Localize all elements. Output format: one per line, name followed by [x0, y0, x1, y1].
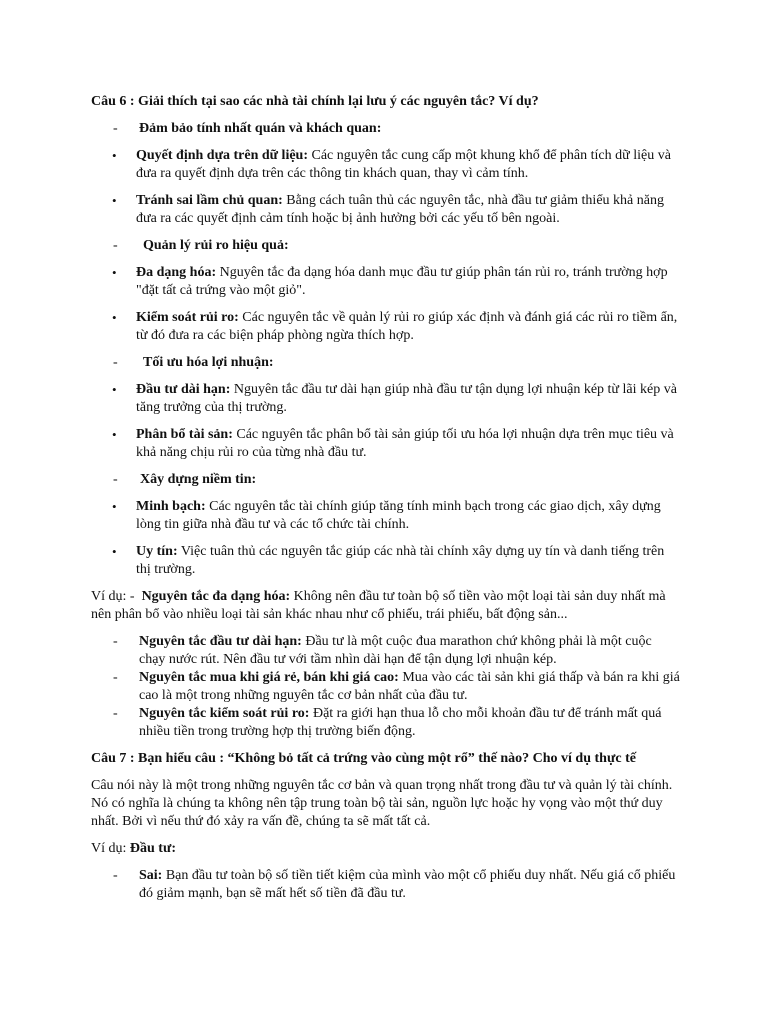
- item-text: Đặt ra giới hạn thua lỗ cho mỗi khoản đầu tư để tránh mất quá nhiều tiền trong trường hợp thị trường biến động.: [139, 706, 662, 739]
- item-term: Nguyên tắc kiểm soát rủi ro:: [139, 706, 310, 721]
- bullet-marker: •: [112, 382, 117, 397]
- dash-marker: -: [113, 472, 118, 487]
- example-term: Nguyên tắc đa dạng hóa:: [141, 589, 291, 604]
- item-text: Bạn đầu tư toàn bộ số tiền tiết kiệm của mình vào một cổ phiếu duy nhất. Nếu giá cổ phiếu đó giảm mạnh, bạn sẽ mất hết số tiền đã đầu tư.: [139, 868, 676, 901]
- list-item: [91, 264, 681, 300]
- item-text: Các nguyên tắc phân bổ tài sản giúp tối ưu hóa lợi nhuận dựa trên mục tiêu và khả năng chịu rủi ro của từng nhà đầu tư.: [136, 427, 674, 460]
- item-term: Kiểm soát rủi ro:: [136, 310, 239, 325]
- question-6-title: Câu 6 : Giải thích tại sao các nhà tài chính lại lưu ý các nguyên tắc? Ví dụ?: [91, 94, 539, 109]
- item-term: Đầu tư dài hạn:: [136, 382, 231, 397]
- item-term: Minh bạch:: [136, 499, 206, 514]
- example-text: Không nên đầu tư toàn bộ số tiền vào một loại tài sản duy nhất mà nên phân bổ vào nhiều loại tài sản khác nhau như cổ phiếu, trái phiếu, bất động sản...: [91, 589, 666, 622]
- list-item: [91, 381, 681, 417]
- item-text: Các nguyên tắc tài chính giúp tăng tính minh bạch trong các giao dịch, xây dựng lòng tin giữa nhà đầu tư và các tổ chức tài chính.: [136, 499, 661, 532]
- dash-marker: -: [113, 868, 118, 883]
- bullet-marker: •: [112, 499, 117, 514]
- section-heading-text: Tối ưu hóa lợi nhuận:: [143, 355, 274, 370]
- dash-marker: -: [113, 706, 118, 721]
- dash-marker: -: [113, 355, 118, 370]
- example-paragraph: [91, 588, 681, 624]
- section-heading-text: Đảm bảo tính nhất quán và khách quan:: [139, 121, 382, 136]
- item-term: Tránh sai lầm chủ quan:: [136, 193, 283, 208]
- item-term: Sai:: [139, 868, 163, 883]
- bullet-marker: •: [112, 193, 117, 208]
- item-term: Uy tín:: [136, 544, 178, 559]
- list-item: [91, 543, 681, 579]
- dash-marker: -: [113, 121, 118, 136]
- item-text: Các nguyên tắc về quản lý rủi ro giúp xác định và đánh giá các rủi ro tiềm ẩn, từ đó đưa ra các biện pháp phòng ngừa thích hợp.: [136, 310, 678, 343]
- list-item: [91, 309, 681, 345]
- bullet-marker: •: [112, 544, 117, 559]
- example-prefix: Ví dụ: -: [91, 589, 142, 604]
- example-item: [91, 633, 681, 669]
- example-item: [91, 705, 681, 741]
- list-item: [91, 147, 681, 183]
- question-7-example: [91, 840, 681, 858]
- dash-marker: -: [113, 670, 118, 685]
- list-item: [91, 498, 681, 534]
- item-text: Nguyên tắc đầu tư dài hạn giúp nhà đầu tư tận dụng lợi nhuận kép từ lãi kép và tăng trưởng của thị trường.: [136, 382, 677, 415]
- item-text: Việc tuân thủ các nguyên tắc giúp các nhà tài chính xây dựng uy tín và danh tiếng trên thị trường.: [136, 544, 665, 577]
- example-item: [91, 669, 681, 705]
- question-7-title: Câu 7 : Bạn hiểu câu : “Không bỏ tất cả trứng vào cùng một rổ” thế nào? Cho ví dụ thực tế: [91, 751, 636, 766]
- item-text: Các nguyên tắc cung cấp một khung khổ để phân tích dữ liệu và đưa ra quyết định dựa trên các thông tin khách quan, thay vì cảm tính.: [136, 148, 671, 181]
- list-item: [91, 426, 681, 462]
- section-heading: [91, 237, 681, 255]
- bullet-marker: •: [112, 310, 117, 325]
- item-term: Nguyên tắc mua khi giá rẻ, bán khi giá cao:: [139, 670, 399, 685]
- example-prefix: Ví dụ:: [91, 841, 130, 856]
- section-heading-text: Xây dựng niềm tin:: [140, 472, 257, 487]
- section-heading: [91, 120, 681, 138]
- item-text: Bằng cách tuân thủ các nguyên tắc, nhà đầu tư giảm thiểu khả năng đưa ra các quyết định cảm tính hoặc bị ảnh hưởng bởi các yếu tố bên ngoài.: [136, 193, 664, 226]
- section-heading: [91, 354, 681, 372]
- example-item: [91, 867, 681, 903]
- bullet-marker: •: [112, 148, 117, 163]
- item-text: Nguyên tắc đa dạng hóa danh mục đầu tư giúp phân tán rủi ro, tránh trường hợp "đặt tất cả trứng vào một giỏ".: [136, 265, 668, 298]
- example-label: Đầu tư:: [129, 841, 177, 856]
- item-term: Phân bổ tài sản:: [136, 427, 233, 442]
- item-text: Đầu tư là một cuộc đua marathon chứ không phải là một cuộc chạy nước rút. Nên đầu tư với tầm nhìn dài hạn để tận dụng lợi nhuận kép.: [139, 634, 652, 667]
- dash-marker: -: [113, 634, 118, 649]
- bullet-marker: •: [112, 427, 117, 442]
- item-term: Nguyên tắc đầu tư dài hạn:: [139, 634, 302, 649]
- section-heading: [91, 471, 681, 489]
- question-7-paragraph: Câu nói này là một trong những nguyên tắc cơ bản và quan trọng nhất trong đầu tư và quản lý tài chính. Nó có nghĩa là chúng ta không nên tập trung toàn bộ tài sản, nguồn lực hoặc hy vọng vào một thứ duy nhất. Bởi vì nếu thứ đó xảy ra vấn đề, chúng ta sẽ mất tất cả.: [91, 778, 673, 829]
- document-body: [91, 93, 681, 903]
- list-item: [91, 192, 681, 228]
- item-term: Đa dạng hóa:: [136, 265, 217, 280]
- dash-marker: -: [113, 238, 118, 253]
- section-heading-text: Quản lý rủi ro hiệu quả:: [143, 238, 289, 253]
- bullet-marker: •: [112, 265, 117, 280]
- item-term: Quyết định dựa trên dữ liệu:: [136, 148, 308, 163]
- item-text: Mua vào các tài sản khi giá thấp và bán ra khi giá cao là một trong những nguyên tắc cơ bản nhất của đầu tư.: [139, 670, 680, 703]
